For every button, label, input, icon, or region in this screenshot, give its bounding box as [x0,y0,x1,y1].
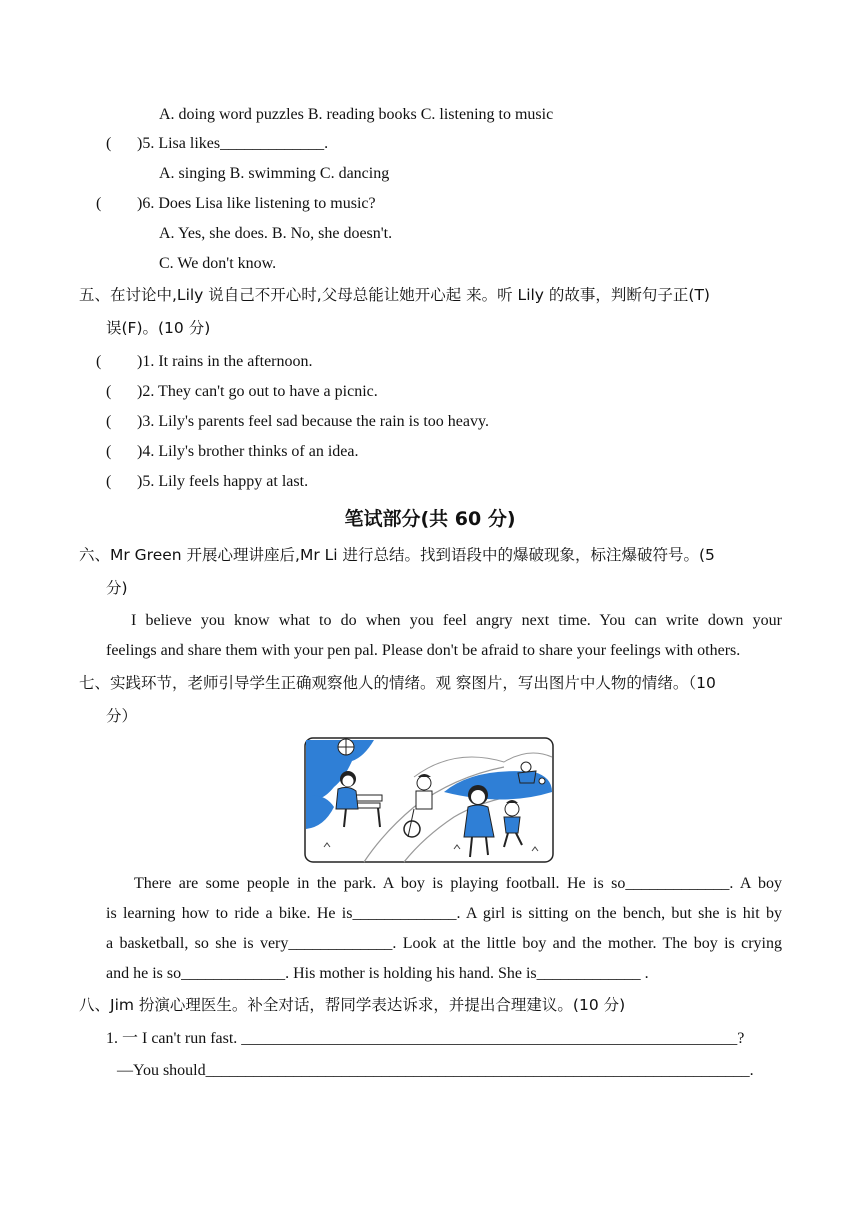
section7-paragraph-line: a basketball, so she is very_____________. Look at the little boy and the mother. The boy is crying [106,935,782,952]
q5-paren: ( [106,135,112,152]
section8-title: 八、Jim 扮演心理医生。补全对话，帮同学表达诉求，并提出合理建议。(10 分) [79,996,626,1014]
s5-item: )5. Lily feels happy at last. [137,473,309,490]
q4-options: A. doing word puzzles B. reading books C. listening to music [159,106,554,123]
s5-item: )4. Lily's brother thinks of an idea. [137,443,359,460]
section7-paragraph-line: is learning how to ride a bike. He is_____________. A girl is sitting on the bench, but she is hit by [106,905,782,922]
section7-title: 七、实践环节，老师引导学生正确观察他人的情绪。观 察图片，写出图片中人物的情绪。（10 [79,674,716,692]
q6-question: )6. Does Lisa like listening to music? [137,195,376,212]
s5-item-paren: ( [106,413,112,430]
s5-item-paren: ( [106,383,112,400]
q6-paren: ( [96,195,102,212]
section7-title-cont: 分） [106,707,138,725]
q6-option-ab: A. Yes, she does. B. No, she doesn't. [159,225,393,242]
section6-paragraph-line: I believe you know what to do when you feel angry next time. You can write down your [131,612,782,629]
section7-paragraph-line: and he is so_____________. His mother is holding his hand. She is_____________ . [106,965,649,982]
s5-item-paren: ( [106,443,112,460]
written-part-heading: 笔试部分(共 60 分) [344,508,516,530]
s5-item: )2. They can't go out to have a picnic. [137,383,378,400]
s5-item-paren: ( [106,473,112,490]
section8-q1-answer: —You should____________________________________________________________________. [117,1062,754,1079]
section6-title: 六、Mr Green 开展心理讲座后,Mr Li 进行总结。找到语段中的爆破现象，标注爆破符号。(5 [79,546,715,564]
park-scene-illustration [304,737,554,863]
section5-title-cont: 误(F)。(10 分) [106,319,211,337]
section5-title: 五、在讨论中,Lily 说自己不开心时,父母总能让她开心起 来。听 Lily 的故事，判断句子正(T) [79,286,710,304]
s5-item-paren: ( [96,353,102,370]
section7-paragraph-line: There are some people in the park. A boy is playing football. He is so_____________. A boy [134,875,782,892]
section8-q1: 1. 一 I can't run fast. ______________________________________________________________? [106,1030,745,1047]
q6-option-c: C. We don't know. [159,255,277,272]
q5-options: A. singing B. swimming C. dancing [159,165,390,182]
s5-item: )3. Lily's parents feel sad because the rain is too heavy. [137,413,489,430]
section6-title-cont: 分) [106,579,128,597]
s5-item: )1. It rains in the afternoon. [137,353,313,370]
section6-paragraph-line: feelings and share them with your pen pal. Please don't be afraid to share your feelings with others. [106,642,741,659]
q5-question: )5. Lisa likes_____________. [137,135,329,152]
